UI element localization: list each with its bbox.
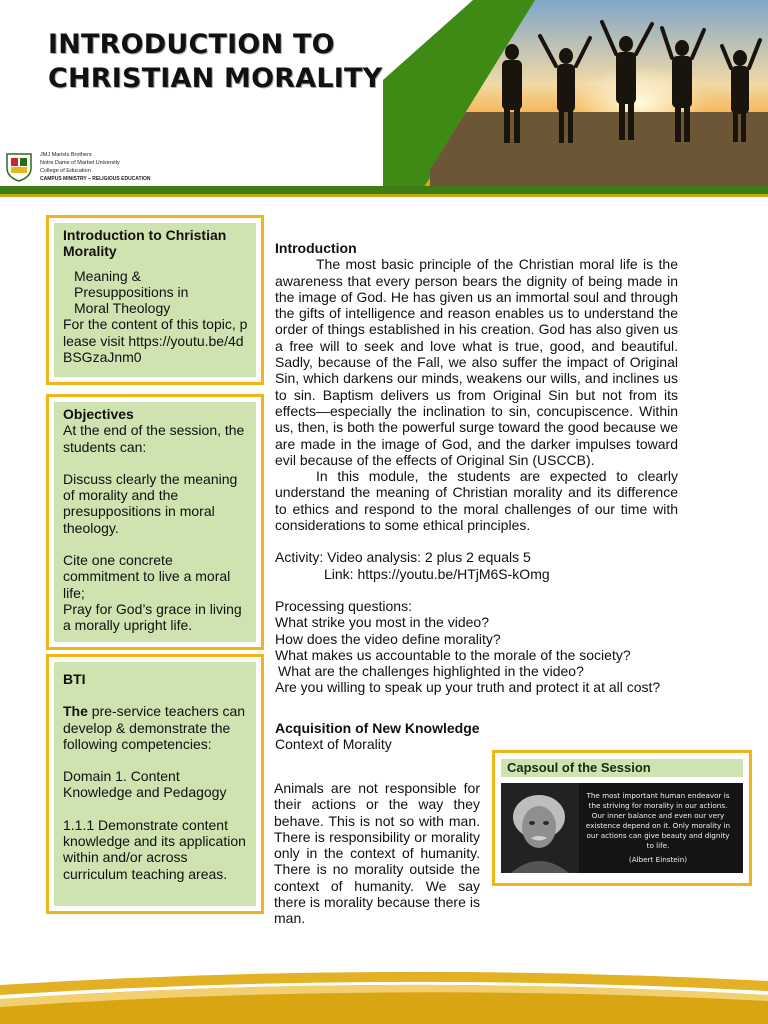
capsule-box [492,750,752,886]
question-1: What strike you most in the video? [275,614,489,631]
logo-department: CAMPUS MINISTRY – RELIGIOUS EDUCATION [40,176,151,182]
bti-lead-rest: pre-service teachers can develop & demonstrate the following competencies: [63,703,246,752]
intro-heading: Introduction [275,240,357,256]
topic-content-link[interactable]: For the content of this topic, please visit https://youtu.be/4dBSGzaJnm0 [63,316,248,366]
school-name [40,151,150,183]
bti-lead [63,703,248,752]
topic-item-1: Meaning & [74,267,141,284]
topic-item-3: Moral Theology [74,300,171,317]
quote-text: The most important human endeavor is the striving for morality in our actions. Our inner balance and even our very existence depend on it. Only morality in our actions can give beauty and dignity to life. [585,791,731,850]
einstein-quote-image [501,783,743,873]
capsule-heading: Capsoul of the Session [501,759,743,777]
page-header [0,0,768,200]
objectives-box [46,394,264,650]
bti-title: BTI [63,671,86,687]
question-2: How does the video define morality? [275,630,501,647]
main-content [275,240,678,752]
bti-competency: 1.1.1 Demonstrate content knowledge and its application within and/or across curriculum teaching areas. [63,816,246,882]
school-logo-block [4,148,174,184]
objective-3: Pray for God’s grace in living a morally upright life. [63,600,242,634]
title-line-2: CHRISTIAN MORALITY [48,63,383,94]
question-3: What makes us accountable to the morale of the society? [275,646,631,663]
intro-paragraph: The most basic principle of the Christian moral life is the awareness that every person bears the dignity of being made in the image of God. He has given us an immortal soul and through the gifts of intelligence and reason enables us to understand the order of things established in his creation. God has also given us a free will to seek and love what is true, good, and beautiful. Sadly, because of the Fall, we also suffer the impact of Original Sin, which darkens our minds, weakens our wills, and inclines us to sin. Baptism delivers us from Original Sin but not from its effects—especially the inclination to sin, concupiscence. Within us, then, is both the powerful surge toward the good because we are made in the image of God, and the darker impulses toward evil because of the effects of Original Sin (USCCB). [275,256,678,468]
bti-box [46,654,264,914]
objectives-intro: At the end of the session, the students can: [63,422,245,455]
capsule-quote [583,791,733,865]
bti-domain: Domain 1. Content Knowledge and Pedagogy [63,768,227,801]
processing-heading: Processing questions: [275,597,412,614]
school-crest-icon [4,150,34,182]
quote-author: (Albert Einstein) [628,855,688,864]
objective-2: Cite one concrete commitment to live a moral life; [63,552,231,601]
topic-title: Introduction to Christian Morality [63,227,227,260]
logo-line-1: JMJ Marists Brothers [40,152,92,158]
objectives-title: Objectives [63,406,134,422]
activity-link[interactable]: Link: https://youtu.be/HTjM6S-kOmg [324,565,550,582]
logo-line-3: College of Education [40,168,91,174]
animals-paragraph: Animals are not responsible for their actions or the way they behave. This is not so with man. There is responsibility or morality only in the context of humanity. There is no morality outside the context of humanity. We say there is morality because there is man. [274,780,480,927]
activity-line: Activity: Video analysis: 2 plus 2 equals 5 [275,549,531,566]
footer-wave-decoration [0,965,768,1024]
page-title [48,28,382,96]
topic-box [46,215,264,385]
bti-lead-bold: The [63,703,88,720]
module-paragraph: In this module, the students are expected to clearly understand the meaning of Christian morality and its difference to ethics and respond to the moral challenges of our time with considerations to some ethical principles. [275,468,678,534]
context-subheading: Context of Morality [275,736,392,753]
einstein-portrait [501,783,579,873]
logo-line-2: Notre Dame of Marbel University [40,160,120,166]
title-line-1: INTRODUCTION TO [48,29,335,60]
question-4: What are the challenges highlighted in the video? [278,663,584,680]
topic-item-2: Presuppositions in [74,283,189,300]
question-5: Are you willing to speak up your truth and protect it at all cost? [275,679,661,696]
beach-silhouette-photo [430,0,768,186]
header-green-rule [0,186,768,194]
objective-1: Discuss clearly the meaning of morality and the presuppositions in moral theology. [63,470,238,536]
acquisition-heading: Acquisition of New Knowledge [275,719,480,736]
header-gold-rule [0,194,768,197]
